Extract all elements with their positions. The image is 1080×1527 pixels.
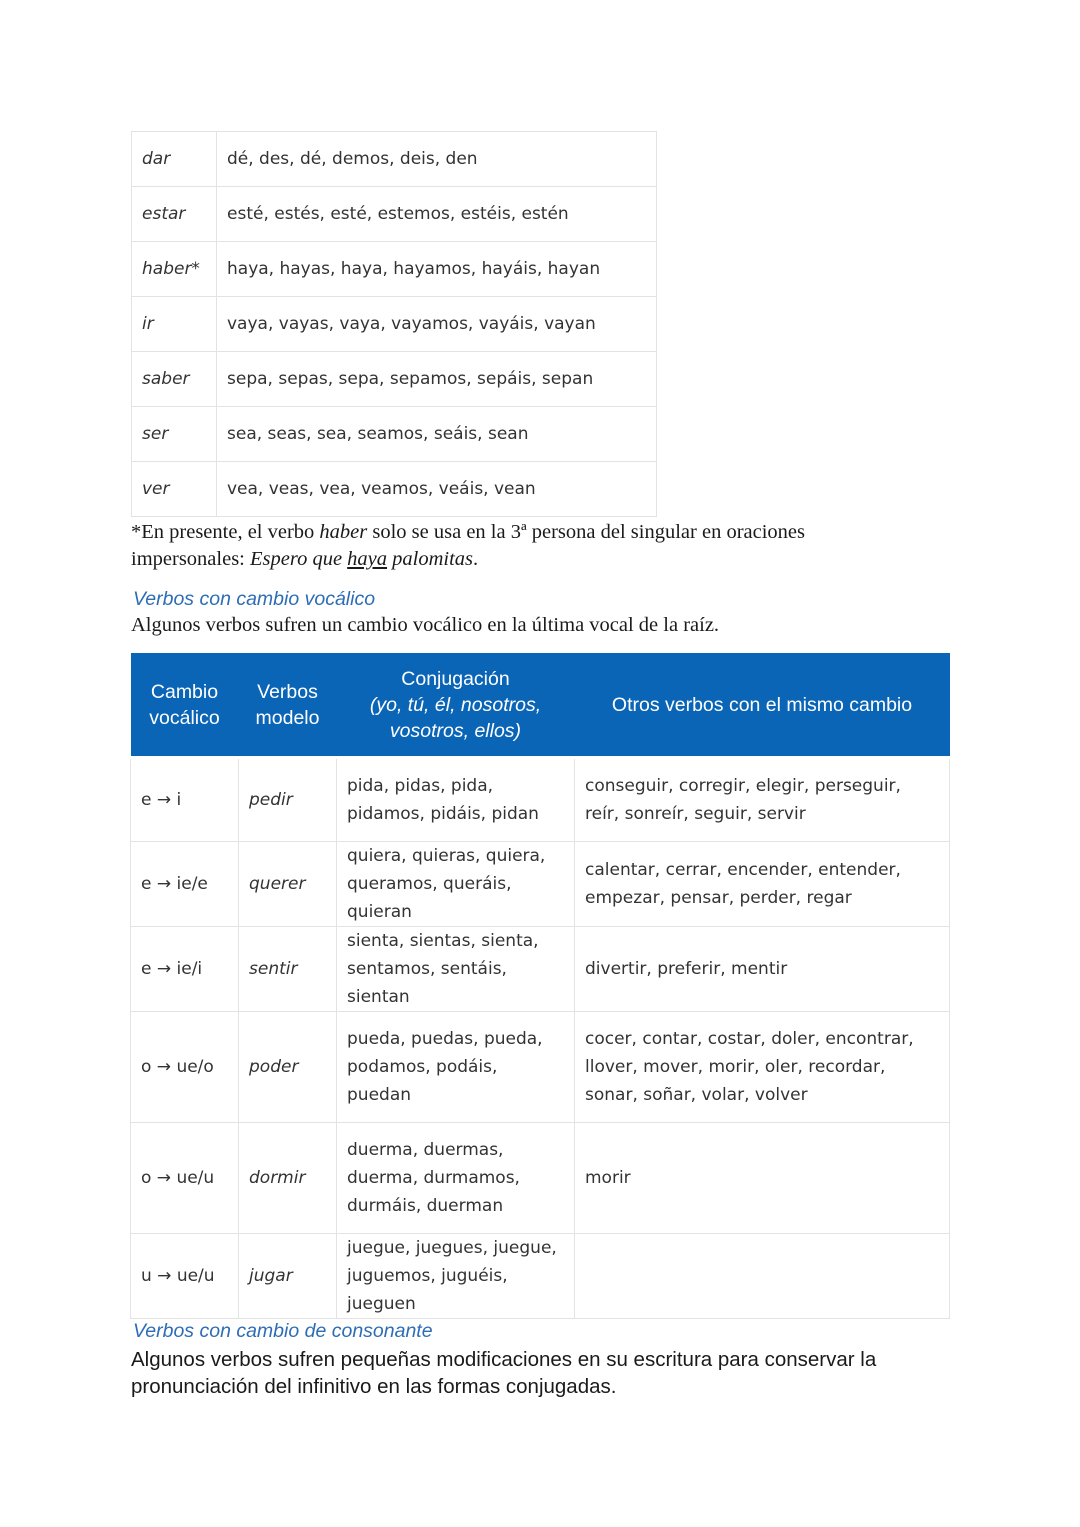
- verb-cell: dar: [132, 132, 217, 187]
- conjugation-cell: pida, pidas, pida, pidamos, pidáis, pidan: [337, 758, 575, 842]
- other-verbs-cell: morir: [575, 1123, 950, 1234]
- model-verb-cell: jugar: [239, 1234, 337, 1319]
- change-cell: e → i: [131, 758, 239, 842]
- haber-footnote: *En presente, el verbo haber solo se usa en la 3ª persona del singular en oraciones impersonales: Espero que haya palomitas.: [131, 521, 805, 570]
- forms-cell: dé, des, dé, demos, deis, den: [217, 132, 657, 187]
- change-cell: e → ie/i: [131, 927, 239, 1012]
- table-row: [132, 187, 657, 242]
- conjugation-cell: duerma, duermas, duerma, durmamos, durmáis, duerman: [337, 1123, 575, 1234]
- verb-cell: estar: [132, 187, 217, 242]
- change-cell: o → ue/o: [131, 1012, 239, 1123]
- table-header-row: [131, 653, 950, 758]
- conjugation-cell: sienta, sientas, sienta, sentamos, sentáis, sientan: [337, 927, 575, 1012]
- section-heading-consonant-change: Verbos con cambio de consonante: [133, 1320, 433, 1342]
- forms-cell: esté, estés, esté, estemos, estéis, estén: [217, 187, 657, 242]
- table-row: [132, 352, 657, 407]
- forms-cell: vaya, vayas, vaya, vayamos, vayáis, vayan: [217, 297, 657, 352]
- change-cell: o → ue/u: [131, 1123, 239, 1234]
- model-verb-cell: dormir: [239, 1123, 337, 1234]
- conjugation-cell: quiera, quieras, quiera, queramos, queráis, quieran: [337, 842, 575, 927]
- section-heading-vowel-change: Verbos con cambio vocálico: [133, 588, 376, 610]
- change-cell: u → ue/u: [131, 1234, 239, 1319]
- model-verb-cell: sentir: [239, 927, 337, 1012]
- section-intro-vowel-change: Algunos verbos sufren un cambio vocálico en la última vocal de la raíz.: [131, 614, 720, 636]
- model-verb-cell: poder: [239, 1012, 337, 1123]
- other-verbs-cell: [575, 1234, 950, 1319]
- conjugation-cell: pueda, puedas, pueda, podamos, podáis, puedan: [337, 1012, 575, 1123]
- conjugation-cell: juegue, juegues, juegue, juguemos, juguéis, jueguen: [337, 1234, 575, 1319]
- table-row: [132, 407, 657, 462]
- section-intro-consonant-change: Algunos verbos sufren pequeñas modificaciones en su escritura para conservar la pronunciación del infinitivo en las formas conjugadas.: [131, 1348, 877, 1398]
- vowel-change-table: [130, 653, 950, 1319]
- forms-cell: haya, hayas, haya, hayamos, hayáis, hayan: [217, 242, 657, 297]
- verb-cell: ver: [132, 462, 217, 517]
- other-verbs-cell: conseguir, corregir, elegir, perseguir, reír, sonreír, seguir, servir: [575, 758, 950, 842]
- table-row: [132, 132, 657, 187]
- other-verbs-cell: calentar, cerrar, encender, entender, empezar, pensar, perder, regar: [575, 842, 950, 927]
- model-verb-cell: pedir: [239, 758, 337, 842]
- table-row: [132, 297, 657, 352]
- table-row: [132, 462, 657, 517]
- forms-cell: sea, seas, sea, seamos, seáis, sean: [217, 407, 657, 462]
- other-verbs-cell: divertir, preferir, mentir: [575, 927, 950, 1012]
- irregular-verbs-table: [131, 131, 657, 517]
- verb-cell: ser: [132, 407, 217, 462]
- table-row: [131, 842, 950, 927]
- table-row: [131, 1123, 950, 1234]
- header-model: Verbos modelo: [239, 653, 337, 758]
- forms-cell: sepa, sepas, sepa, sepamos, sepáis, sepan: [217, 352, 657, 407]
- table-row: [131, 1234, 950, 1319]
- verb-cell: saber: [132, 352, 217, 407]
- header-others: Otros verbos con el mismo cambio: [575, 653, 950, 758]
- header-conjugation: Conjugación (yo, tú, él, nosotros, vosotros, ellos): [337, 653, 575, 758]
- table-row: [132, 242, 657, 297]
- table-row: [131, 927, 950, 1012]
- model-verb-cell: querer: [239, 842, 337, 927]
- table-row: [131, 758, 950, 842]
- change-cell: e → ie/e: [131, 842, 239, 927]
- table-row: [131, 1012, 950, 1123]
- verb-cell: ir: [132, 297, 217, 352]
- header-change: Cambio vocálico: [131, 653, 239, 758]
- forms-cell: vea, veas, vea, veamos, veáis, vean: [217, 462, 657, 517]
- other-verbs-cell: cocer, contar, costar, doler, encontrar, llover, mover, morir, oler, recordar, sonar, soñar, volar, volver: [575, 1012, 950, 1123]
- verb-cell: haber*: [132, 242, 217, 297]
